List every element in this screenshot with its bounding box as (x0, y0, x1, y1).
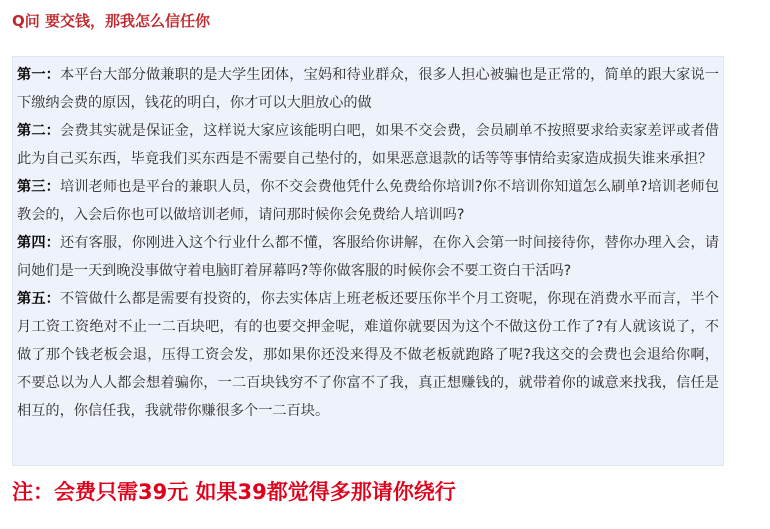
paragraph-2-heading: 第二： (17, 123, 60, 139)
paragraph-3-heading: 第三： (17, 179, 60, 195)
paragraph-3 (17, 173, 719, 229)
paragraph-5 (17, 285, 719, 425)
paragraph-4 (17, 229, 719, 285)
paragraph-5-text: 不管做什么都是需要有投资的，你去实体店上班老板还要压你半个月工资呢，你现在消费水平而言，半个月工资工资绝对不止一二百块吧，有的也要交押金呢，难道你就要因为这个不做这份工作了?有人就该说了，不做了那个钱老板会退，压得工资会发，那如果你还没来得及不做老板就跑路了呢?我这交的会费也会退给你啊，不要总以为人人都会想着骗你，一二百块钱穷不了你富不了我，真正想赚钱的，就带着你的诚意来找我，信任是相互的，你信任我，我就带你赚很多个一二百块。 (17, 291, 719, 419)
paragraph-2 (17, 117, 719, 173)
fee-note: 注：会费只需39元 如果39都觉得多那请你绕行 (12, 480, 456, 504)
question-title: Q问 要交钱，那我怎么信任你 (12, 12, 210, 30)
paragraph-5-heading: 第五： (17, 291, 60, 307)
paragraph-4-text: 还有客服，你刚进入这个行业什么都不懂，客服给你讲解，在你入会第一时间接待你，替你办理入会，请问她们是一天到晚没事做守着电脑盯着屏幕吗?等你做客服的时候你会不要工资白干活吗? (17, 235, 719, 279)
paragraph-1 (17, 61, 719, 117)
paragraph-1-text: 本平台大部分做兼职的是大学生团体，宝妈和待业群众，很多人担心被骗也是正常的，简单的跟大家说一下缴纳会费的原因，钱花的明白，你才可以大胆放心的做 (17, 67, 719, 111)
paragraph-2-text: 会费其实就是保证金，这样说大家应该能明白吧，如果不交会费，会员刷单不按照要求给卖家差评或者借此为自己买东西，毕竟我们买东西是不需要自己垫付的，如果恶意退款的话等等事情给卖家造成损失谁来承担？ (17, 123, 719, 167)
answer-panel (12, 56, 724, 466)
paragraph-4-heading: 第四： (17, 235, 60, 251)
paragraph-3-text: 培训老师也是平台的兼职人员，你不交会费他凭什么免费给你培训?你不培训你知道怎么刷单?培训老师包教会的，入会后你也可以做培训老师，请问那时候你会免费给人培训吗? (17, 179, 719, 223)
paragraph-1-heading: 第一： (17, 67, 60, 83)
